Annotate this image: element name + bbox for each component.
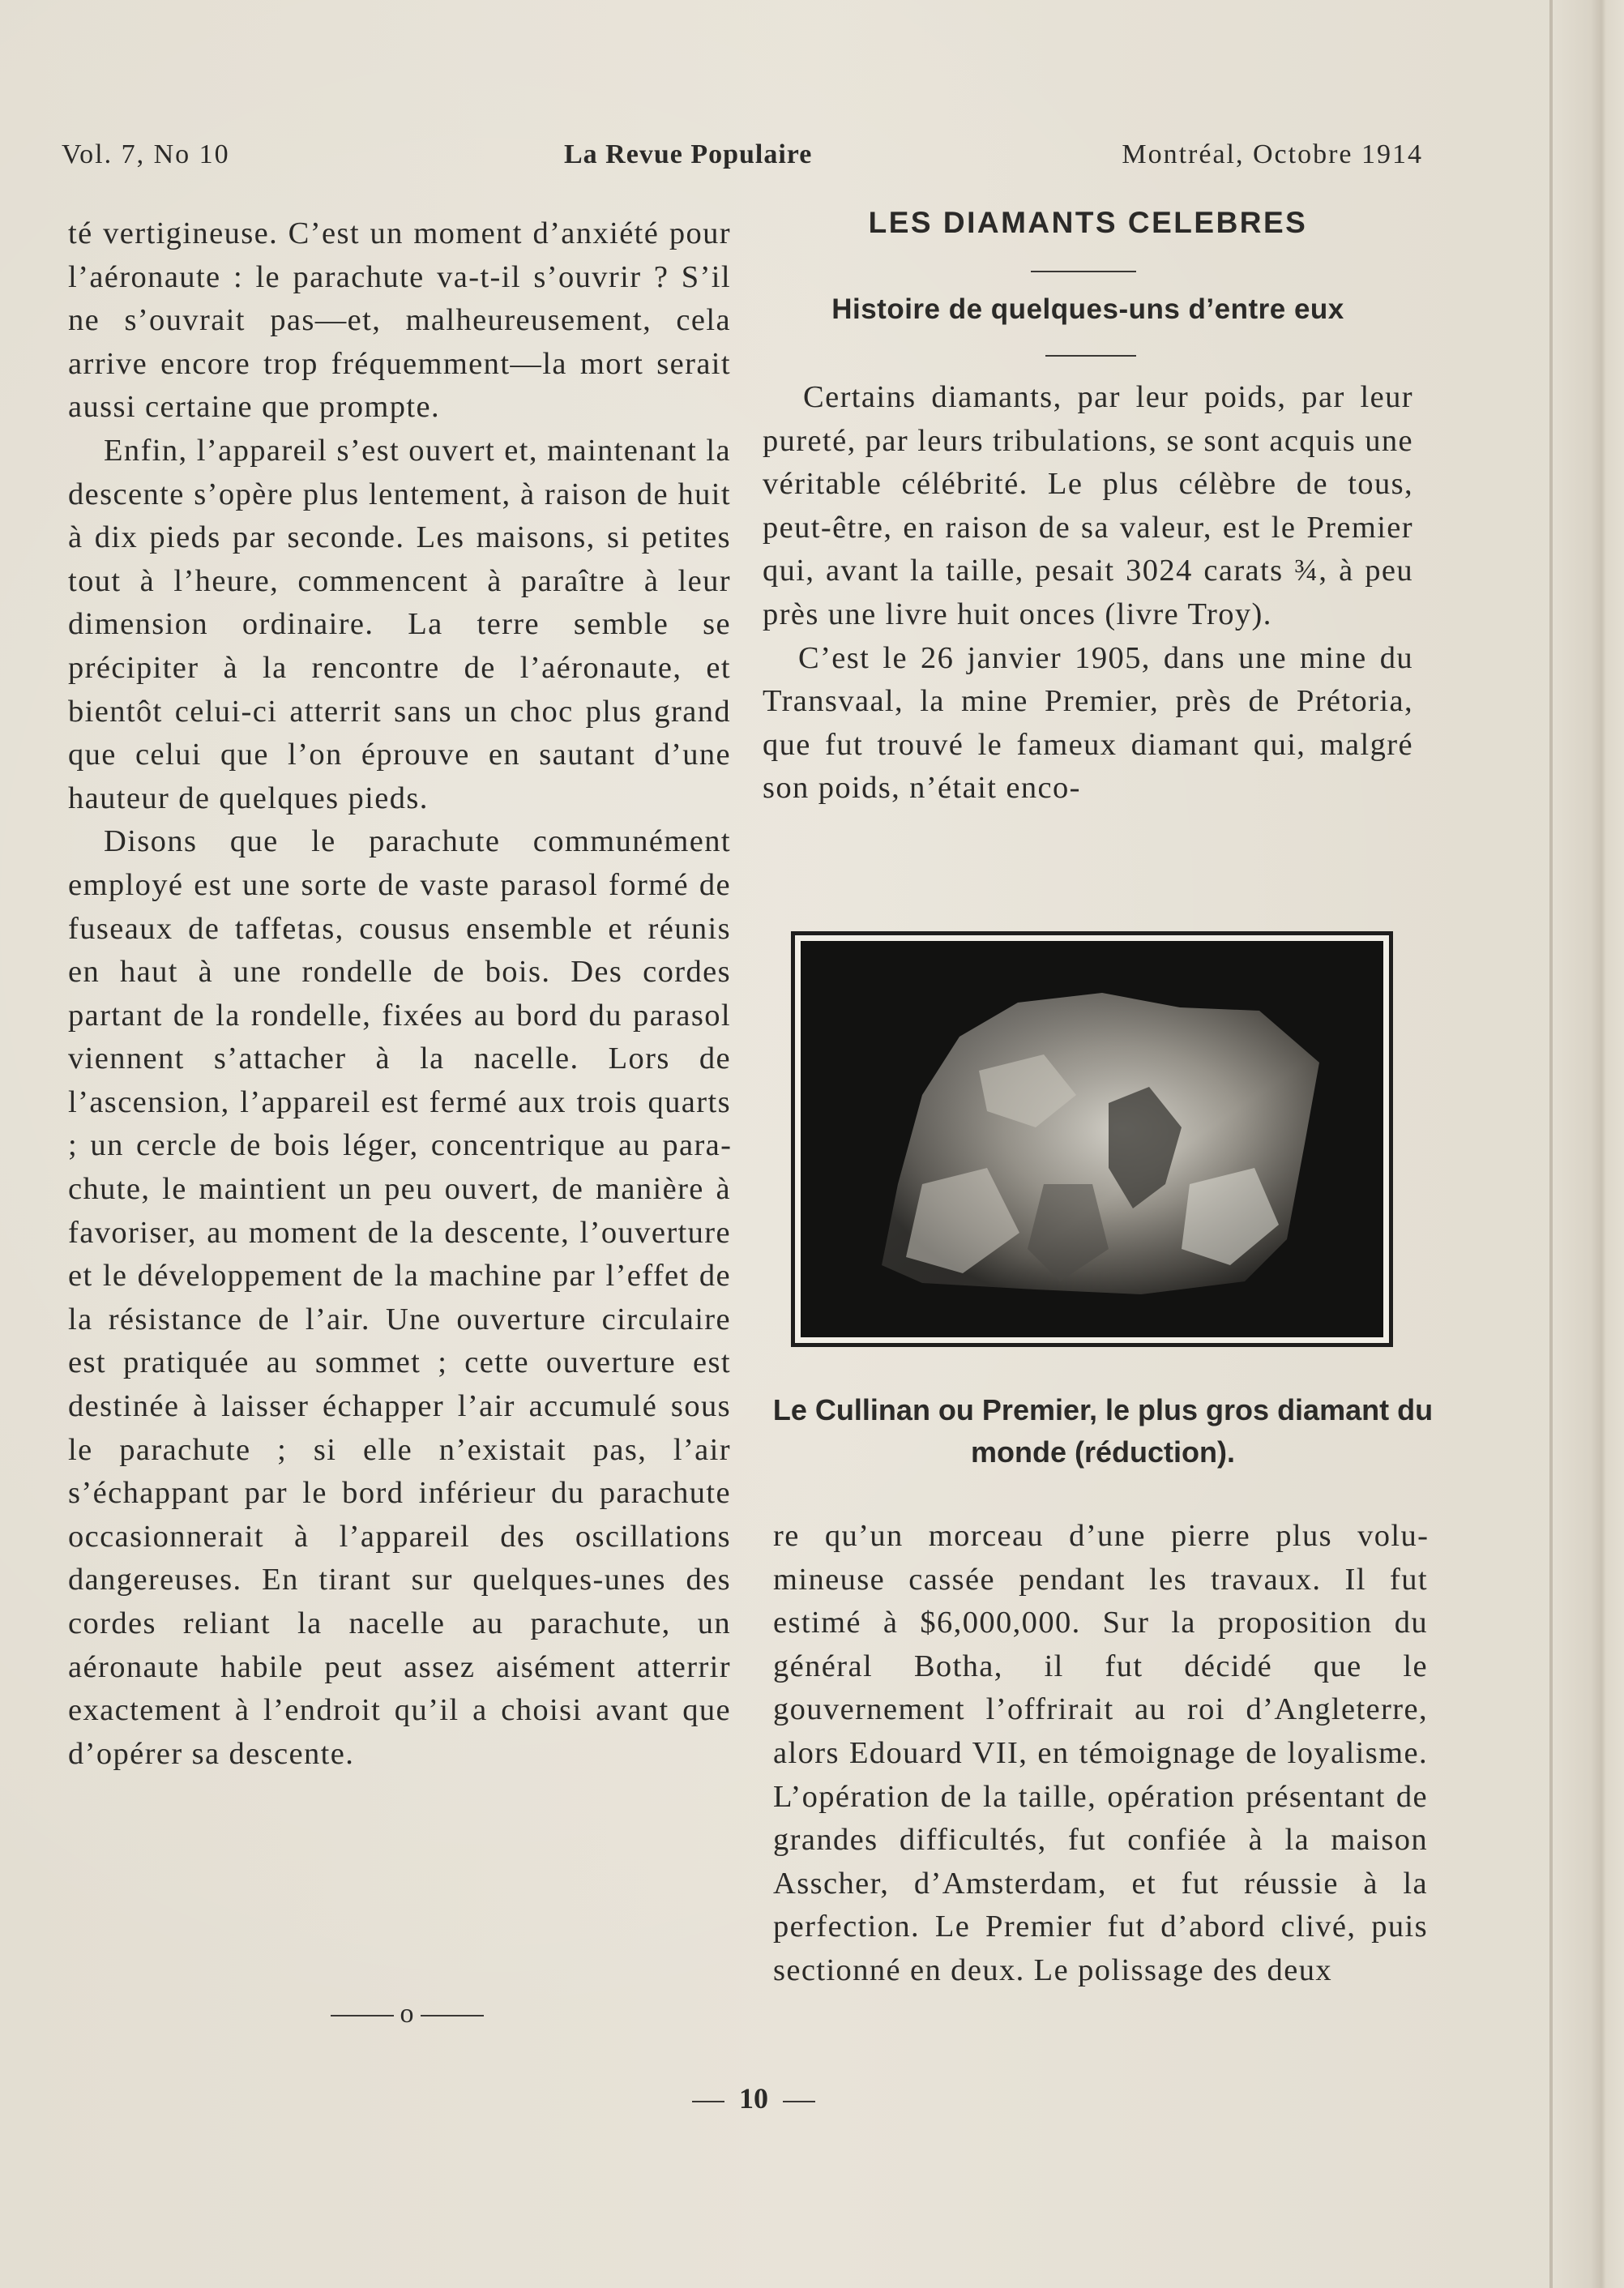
paragraph: Disons que le parachute communément employé est une sorte de vaste parasol formé de fuseaux de taffetas, cousus ensemble et réunis en haut à une rondelle de bois. Des cordes partant de la rondelle, fixées au bord du parasol viennent s’attacher à la nacelle. Lors de l’ascension, l’appareil est fermé aux trois quarts ; un cercle de bois léger, concentrique au parachute, le maintient un peu ouvert, de manière à favoriser, au moment de la descente, l’ouverture et le développement de la machine par l’effet de la résistance de l’air. Une ouverture circulaire est pratiquée au sommet ; cette ouverture est destinée à laisser échapper l’air accumulé sous le parachute ; si elle n’existait pas, l’air s’échappant par le bord inférieur du parachute occasionnerait à l’appareil des oscillations dangereuses. En tirant sur quelques-unes des cordes reliant la nacelle au parachute, un aéronaute habile peut assez aisément atterrir exactement à l’endroit qu’il a choisi avant que d’opérer sa descente. [68, 824, 731, 1771]
title-rule [1031, 271, 1136, 272]
paragraph: re qu’un morceau d’une pierre plus volumineuse cassée pendant les travaux. Il fut estimé à $6,000,000. Sur la proposition du général Botha, il fut décidé que le gouvernement l’offrirait au roi d’Angleterre, alors Edouard VII, en témoignage de loyalisme. L’opération de la taille, opération présentant de grandes difficultés, fut confiée à la maison Asscher, d’Amsterdam, et fut réussie à la perfection. Le Premier fut d’abord clivé, puis sectionné en deux. Le polissage des deux [773, 1519, 1428, 1987]
page-number [648, 2081, 859, 2115]
subtitle-rule [1045, 355, 1136, 357]
separator-dash [331, 2015, 394, 2016]
page-number-dash [692, 2101, 724, 2102]
section-separator [318, 1999, 496, 2029]
paragraph: C’est le 26 janvier 1905, dans une mine du Transvaal, la mine Premier, près de Prétoria, que fut trouvé le fameux diamant qui, malgré son poids, n’était enco- [763, 640, 1413, 806]
paragraph: Enfin, l’appareil s’est ouvert et, maintenant la descente s’opère plus lentement, à raison de huit à dix pieds par seconde. Les maisons, si petites tout à l’heure, commencent à paraître à leur dimension ordinaire. La terre semble se précipiter à la rencontre de l’aéronaute, et bientôt celui-ci atterrit sans un choc plus grand que celui que l’on éprouve en sautant d’une hauteur de quelques pieds. [68, 433, 731, 815]
publication-name: La Revue Populaire [564, 139, 813, 169]
article-body-top [763, 376, 1413, 810]
paragraph: té vertigineuse. C’est un moment d’anxiété pour l’aéronaute : le parachute va-t-il s’ouvrir ? S’il ne s’ouvrait pas—et, malheureusement, cela arrive encore trop fréquemment—la mort serait aussi certaine que prompte. [68, 216, 731, 425]
running-header [62, 139, 1423, 188]
page-binding-edge [1549, 0, 1624, 2288]
binding-line [1549, 0, 1553, 2288]
article-body-continued [773, 1515, 1428, 1993]
place-and-date: Montréal, Octobre 1914 [1122, 139, 1423, 169]
cullinan-diamond-image [801, 941, 1383, 1337]
diamond-photo-image [801, 941, 1383, 1337]
photo-caption: Le Cullinan ou Premier, le plus gros diamant du monde (réduction). [772, 1393, 1434, 1469]
separator-dash [421, 2015, 484, 2016]
article-subtitle: Histoire de quelques-uns d’entre eux [831, 293, 1344, 325]
paragraph: Certains diamants, par leur poids, par leur pureté, par leurs tribulations, se sont acquis une véritable célébrité. Le plus célèbre de tous, peut-être, en raison de sa valeur, est le Premier qui, avant la taille, pesait 3024 carats ¾, à peu près une livre huit onces (livre Troy). [763, 380, 1413, 631]
volume-number: Vol. 7, No 10 [62, 139, 230, 169]
diamond-photo [791, 931, 1393, 1347]
article-title: LES DIAMANTS CELEBRES [868, 206, 1308, 239]
left-column [68, 212, 731, 1776]
separator-mark: o [400, 1999, 414, 2029]
page-number-value: 10 [739, 2082, 768, 2115]
page-number-dash [783, 2101, 815, 2102]
